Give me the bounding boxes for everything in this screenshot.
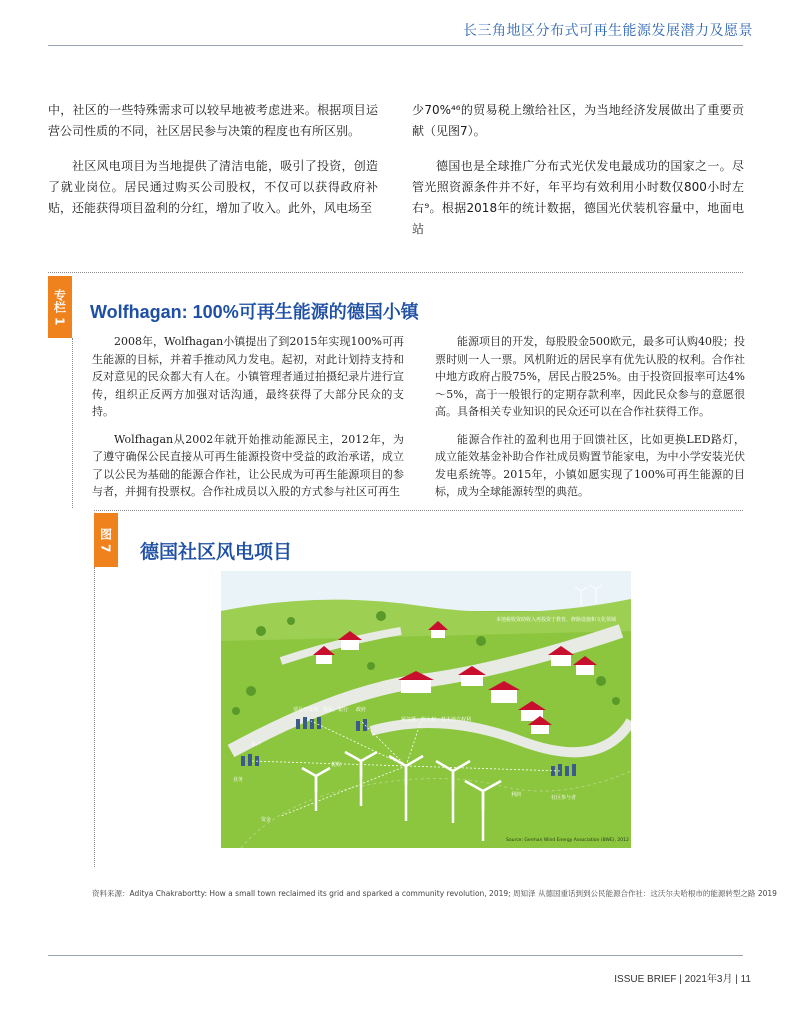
label-government: 政府 [356, 707, 367, 713]
body-column-right [412, 100, 744, 254]
body-paragraph: 少70%⁴⁶的贸易税上缴给社区，为当地经济发展做出了重要贡献（见图7）。 [412, 103, 744, 138]
box-paragraph: Wolfhagan从2002年就开始推动能源民主，2012年，为了遵守确保公民直接从可再生能源投资中受益的政治承诺，成立了以公民为基础的能源合作社，让公民成为可再生能源项目的参与者，并拥有投票权。合作社成员以入股的方式参与社区可再生 [92, 432, 404, 498]
illustration-source: Source: German Wind Energy Association (BWE), 2012 [506, 838, 629, 843]
figure-title: 德国社区风电项目 [140, 541, 293, 563]
label-business: 业务 [233, 777, 244, 783]
label-local-tax: 本地税收资助收入再投资于教育、修路设施和文化领域 [496, 617, 617, 623]
box-tab-label: 专栏 1 [48, 276, 72, 338]
label-funds: 资金 [261, 817, 272, 823]
box-column-right [435, 333, 745, 511]
footer-divider [48, 955, 743, 956]
source-note: 资料来源：Aditya Chakrabortty: How a small town reclaimed its grid and sparked a community revolution, 2019; 周知泽 从德国重话到到公民能源合作社：这沃尔夫哈根市的能源转型之路 2019 [92, 889, 777, 898]
body-paragraph: 中，社区的一些特殊需求可以较早地被考虑进来。根据项目运营公司性质的不同，社区居民参与决策的程度也有所区别。 [48, 103, 378, 138]
figure-side-divider [94, 567, 95, 867]
box-paragraph: 能源项目的开发，每股股金500欧元，最多可认购40股；投票时则一人一票。风机附近的居民享有优先认股的权利。合作社中地方政府占股75%，居民占股25%。由于投资回报率可达4%～5%，高于一般银行的定期存款利率，因此民众参与的意愿很高。具备相关专业知识的民众还可以在合作社获得工作。 [435, 335, 745, 418]
label-community: 社区参与者 [551, 795, 577, 801]
box-paragraph: 2008年，Wolfhagan小镇提出了到2015年实现100%可再生能源的目标，并着手推动风力发电。起初，对此计划持支持和反对意见的民众都大有人在。小镇管理者通过拍摄纪录片进行宣传，组织正反两方加强对话沟通，最终获得了大部分民众的支持。 [92, 335, 404, 418]
label-customers: 客户 [251, 742, 262, 748]
box-column-left [92, 333, 404, 511]
running-header-title: 长三角地区分布式可再生能源发展潜力及愿景 [463, 23, 753, 39]
label-tax: 税收 [331, 762, 342, 768]
label-center: 紧急援、收入权、基本地方权利 [401, 717, 472, 723]
box-title: Wolfhagan: 100%可再生能源的德国小镇 [90, 302, 419, 322]
box-side-divider [72, 338, 73, 508]
body-paragraph: 社区风电项目为当地提供了清洁电能，吸引了投资，创造了就业岗位。居民通过购买公司股权，不仅可以获得政府补贴，还能获得项目盈利的分红，增加了收入。此外，风电场至 [48, 159, 378, 215]
box-paragraph: 能源合作社的盈利也用于回馈社区，比如更换LED路灯，成立能效基金补助合作社成员购置节能家电，为中小学安装光伏发电系统等。2015年，小镇如愿实现了100%可再生能源的目标，成为全球能源转型的典范。 [435, 432, 745, 498]
label-profit: 利润 [511, 792, 522, 798]
community-wind-illustration [221, 571, 631, 848]
figure-top-divider [94, 510, 743, 511]
label-developers: 项目开发商、股东、银行 [293, 707, 349, 713]
header-divider [48, 45, 743, 46]
figure-tab-label: 图 7 [94, 513, 118, 567]
footer-page-info: ISSUE BRIEF | 2021年3月 | 11 [614, 974, 751, 985]
box-top-divider [48, 272, 743, 273]
body-paragraph: 德国也是全球推广分布式光伏发电最成功的国家之一。尽管光照资源条件并不好，年平均有效利用小时数仅800小时左右⁹。根据2018年的统计数据，德国光伏装机容量中，地面电站 [412, 159, 744, 236]
body-column-left [48, 100, 378, 233]
